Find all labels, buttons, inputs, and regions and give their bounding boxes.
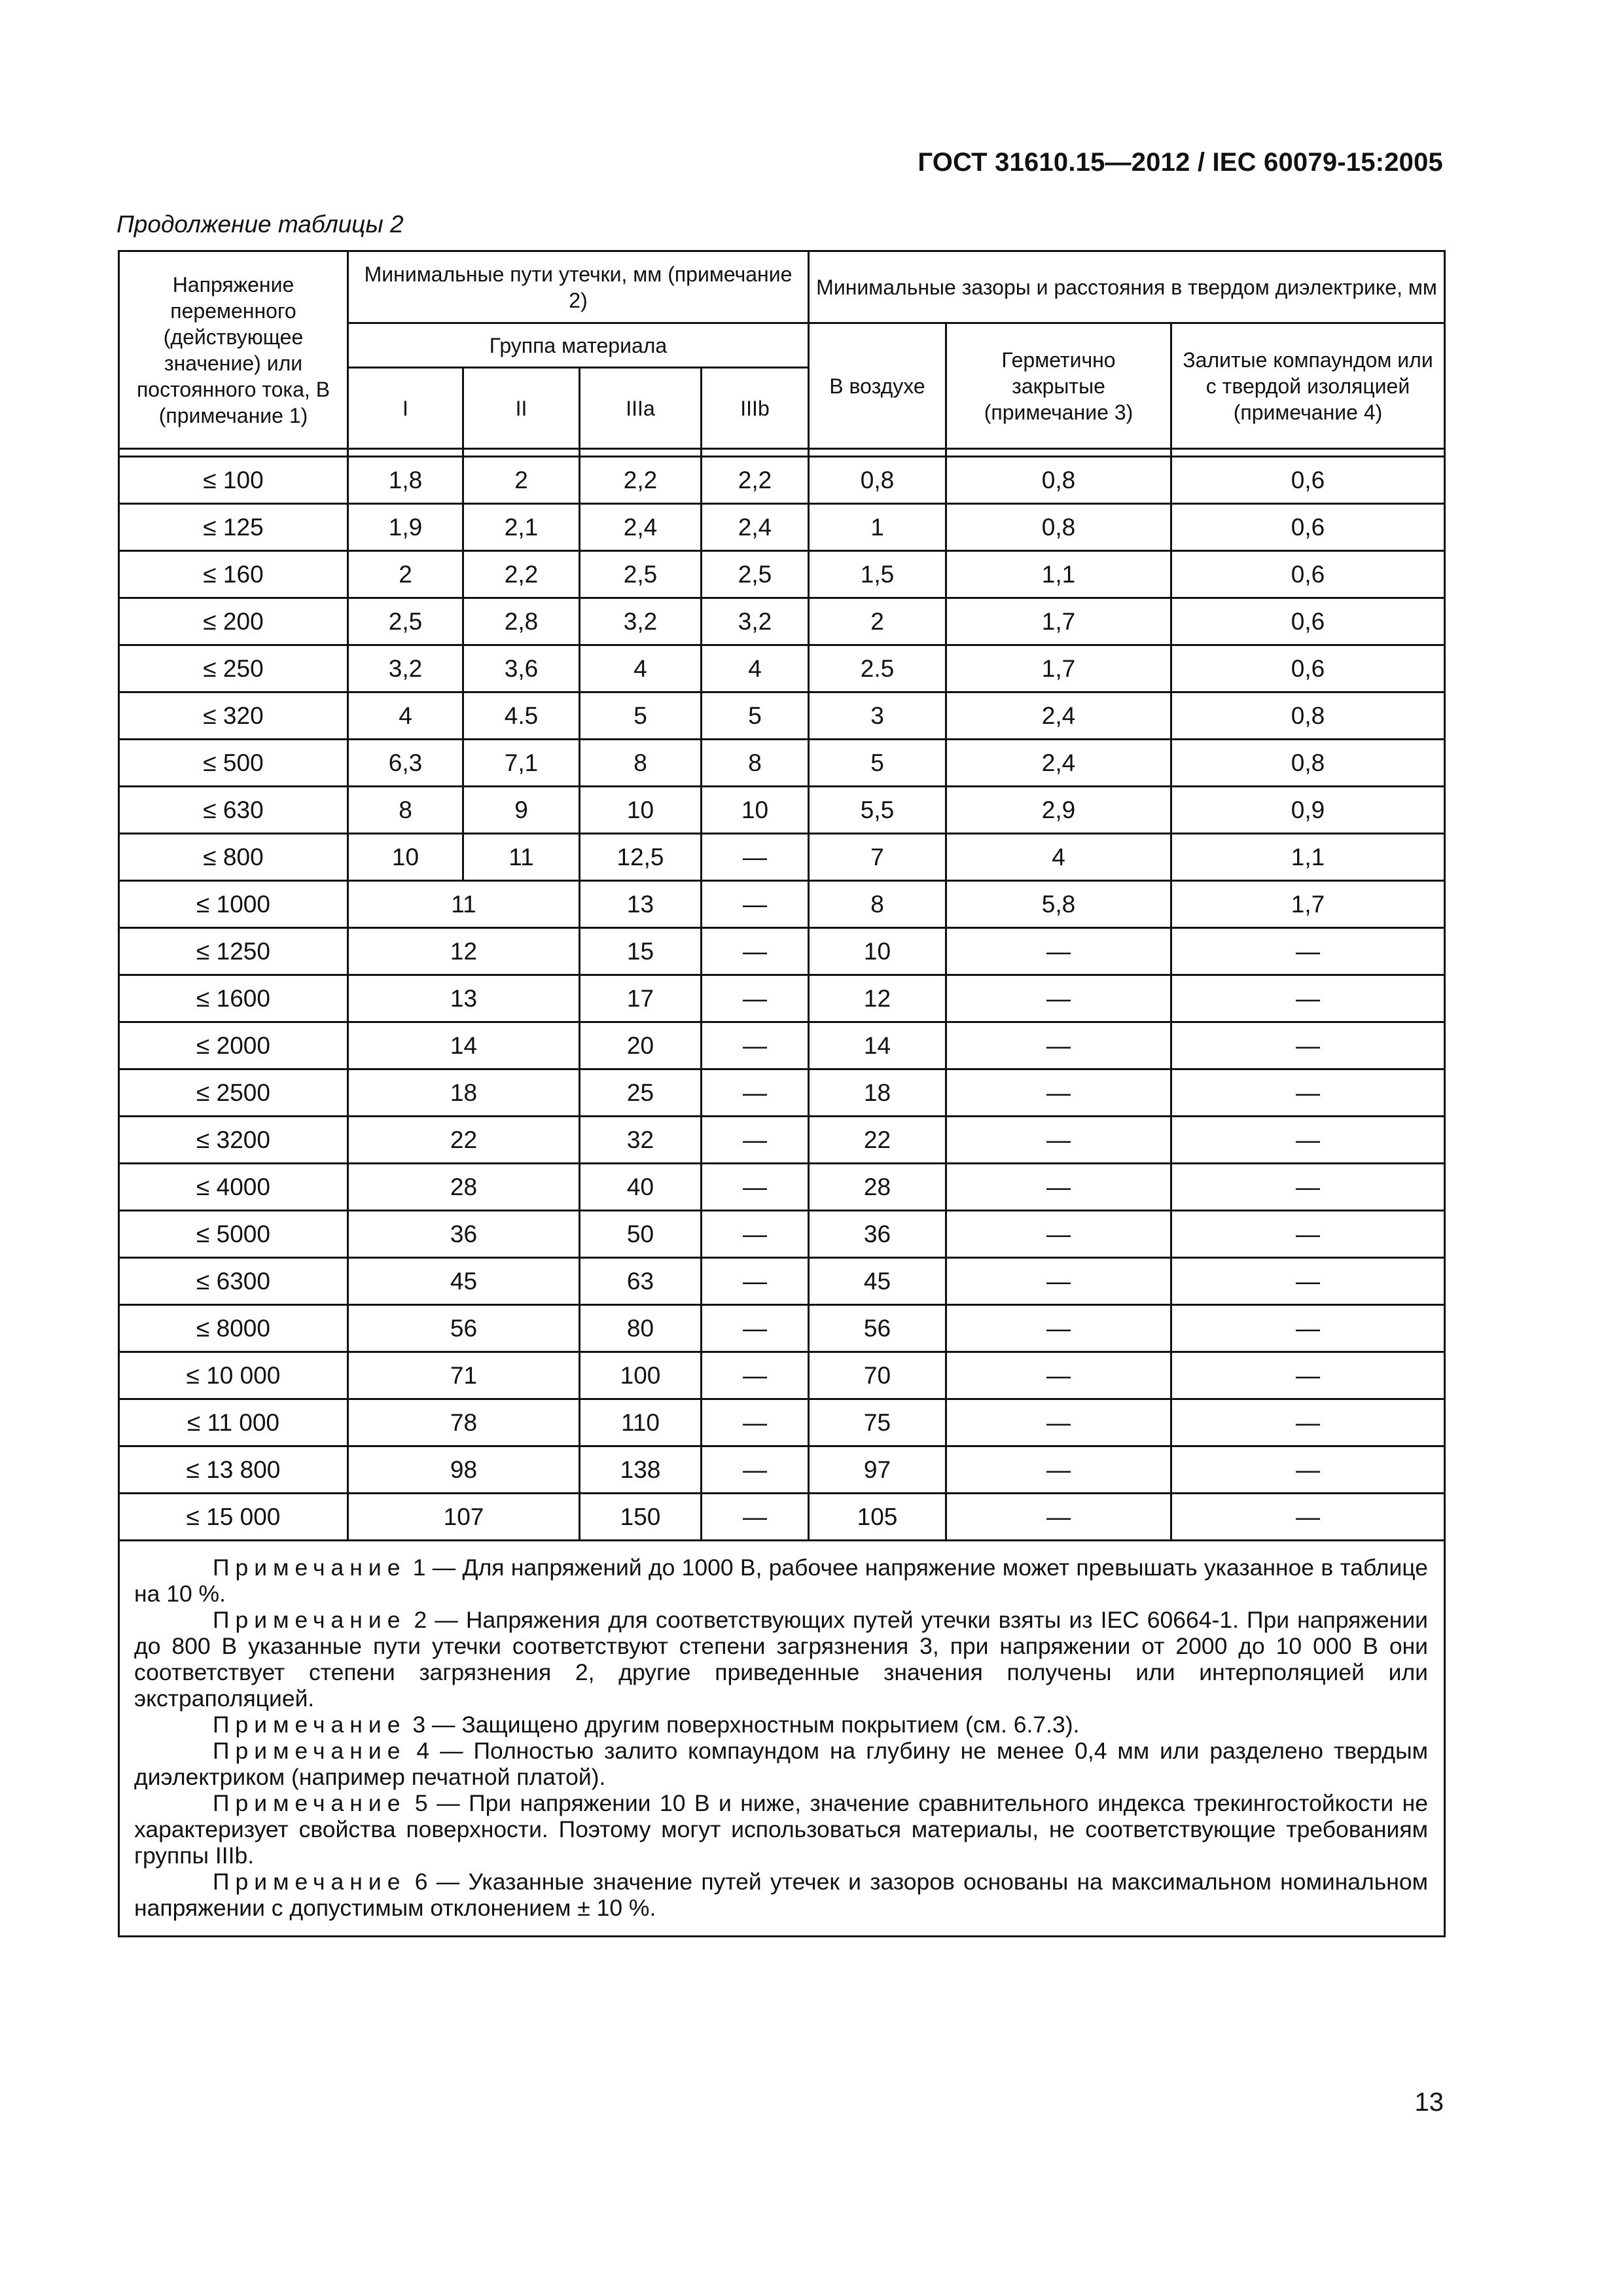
table-note — [134, 1712, 1428, 1738]
table-cell: — — [946, 928, 1171, 975]
table-cell: ≤ 1600 — [119, 975, 348, 1022]
table-cell: 2,4 — [946, 740, 1171, 787]
table-row — [119, 1258, 1445, 1305]
group-iiib-header: IIIb — [702, 368, 809, 449]
table-cell: — — [946, 1069, 1171, 1117]
table-note — [134, 1554, 1428, 1607]
table-cell: ≤ 5000 — [119, 1211, 348, 1258]
table-cell: — — [1171, 1494, 1445, 1541]
table-cell: ≤ 630 — [119, 787, 348, 834]
in-air-header: В воздухе — [809, 323, 946, 449]
table-cell: 36 — [348, 1211, 580, 1258]
document-header: ГОСТ 31610.15—2012 / IEC 60079-15:2005 — [918, 148, 1443, 177]
note-text: 1 — Для напряжений до 1000 В, рабочее напряжение может превышать указанное в таблице на 10 %. — [134, 1554, 1429, 1607]
table-cell: 0,6 — [1171, 645, 1445, 692]
table-cell: 2,2 — [463, 551, 580, 598]
table-cell: — — [1171, 1022, 1445, 1069]
table-cell: — — [702, 1022, 809, 1069]
table-cell: 100 — [580, 1352, 702, 1399]
table-cell: ≤ 8000 — [119, 1305, 348, 1352]
table-row — [119, 1022, 1445, 1069]
table-cell: 32 — [580, 1117, 702, 1164]
table-cell: 1,7 — [946, 645, 1171, 692]
table-cell: 7 — [809, 834, 946, 881]
table-row — [119, 504, 1445, 551]
table-cell: ≤ 250 — [119, 645, 348, 692]
header-separator — [119, 449, 1445, 457]
table-row — [119, 1117, 1445, 1164]
table-cell: 2,4 — [946, 692, 1171, 740]
table-cell: 28 — [809, 1164, 946, 1211]
table-cell: 1,9 — [348, 504, 463, 551]
note-text: 3 — Защищено другим поверхностным покрытием (см. 6.7.3). — [406, 1712, 1080, 1738]
table-notes — [119, 1541, 1445, 1937]
table-cell: — — [1171, 1211, 1445, 1258]
table-cell: 2,2 — [580, 457, 702, 504]
table-cell: 0,6 — [1171, 551, 1445, 598]
table-cell: 11 — [348, 881, 580, 928]
table-cell: — — [702, 1069, 809, 1117]
table-cell: 110 — [580, 1399, 702, 1446]
table-row — [119, 645, 1445, 692]
table-cell: ≤ 15 000 — [119, 1494, 348, 1541]
table-cell: 5 — [702, 692, 809, 740]
table-cell: 7,1 — [463, 740, 580, 787]
table-cell: 0,6 — [1171, 504, 1445, 551]
table-cell: 4 — [580, 645, 702, 692]
table-cell: — — [1171, 1305, 1445, 1352]
table-cell: ≤ 320 — [119, 692, 348, 740]
table-cell: 1,7 — [1171, 881, 1445, 928]
table-cell: 150 — [580, 1494, 702, 1541]
table-cell: 14 — [348, 1022, 580, 1069]
table-cell: — — [702, 1164, 809, 1211]
sealed-header: Герметично закрытые (примечание 3) — [946, 323, 1171, 449]
table-cell: — — [1171, 1069, 1445, 1117]
note-text: 6 — Указанные значение путей утечек и зазоров основаны на максимальном номинальном напряжении с допустимым отклонением ± 10 %. — [134, 1869, 1429, 1921]
table-row — [119, 1399, 1445, 1446]
note-text: 5 — При напряжении 10 В и ниже, значение сравнительного индекса трекингостойкости не характеризует свойства поверхности. Поэтому могут использоваться материалы, не соответствующие требованиям группы IIIb. — [134, 1790, 1429, 1869]
table-cell: 2,5 — [702, 551, 809, 598]
notes-row — [119, 1541, 1445, 1937]
table-cell: — — [1171, 928, 1445, 975]
table-cell: — — [702, 1305, 809, 1352]
table-cell: — — [1171, 1446, 1445, 1494]
table-cell: 9 — [463, 787, 580, 834]
table-cell: 12 — [809, 975, 946, 1022]
table-cell: — — [702, 1117, 809, 1164]
table-row — [119, 1069, 1445, 1117]
note-label: Примечание — [213, 1738, 406, 1764]
table-cell: 17 — [580, 975, 702, 1022]
table-cell: 5 — [580, 692, 702, 740]
table-row — [119, 1164, 1445, 1211]
table-cell: 13 — [348, 975, 580, 1022]
table-cell: 36 — [809, 1211, 946, 1258]
creepage-column-header: Минимальные пути утечки, мм (примечание 2) — [348, 251, 809, 323]
table-cell: 3,6 — [463, 645, 580, 692]
note-label: Примечание — [213, 1712, 406, 1738]
table-cell: ≤ 500 — [119, 740, 348, 787]
table-cell: 11 — [463, 834, 580, 881]
table-cell: — — [702, 928, 809, 975]
table-cell: 2,5 — [348, 598, 463, 645]
clearance-column-header: Минимальные зазоры и расстояния в твердом диэлектрике, мм — [809, 251, 1445, 323]
table-cell: 2 — [809, 598, 946, 645]
table-cell: 138 — [580, 1446, 702, 1494]
table-cell: — — [702, 834, 809, 881]
table-cell: — — [702, 975, 809, 1022]
table-cell: 5 — [809, 740, 946, 787]
table-cell: — — [1171, 1352, 1445, 1399]
table-row — [119, 457, 1445, 504]
table-cell: 80 — [580, 1305, 702, 1352]
table-cell: 0,8 — [1171, 740, 1445, 787]
table-cell: ≤ 13 800 — [119, 1446, 348, 1494]
table-note — [134, 1869, 1428, 1921]
table-cell: ≤ 2000 — [119, 1022, 348, 1069]
table-cell: 20 — [580, 1022, 702, 1069]
table-cell: 3,2 — [702, 598, 809, 645]
table-row — [119, 881, 1445, 928]
table-cell: — — [946, 1446, 1171, 1494]
table-cell: 12,5 — [580, 834, 702, 881]
table-cell: 2,4 — [702, 504, 809, 551]
table-cell: 0,8 — [1171, 692, 1445, 740]
note-label: Примечание — [213, 1554, 406, 1581]
note-label: Примечание — [213, 1869, 406, 1895]
table-cell: 78 — [348, 1399, 580, 1446]
table-cell: 0,9 — [1171, 787, 1445, 834]
note-text: 2 — Напряжения для соответствующих путей утечки взяты из IEC 60664-1. При напряжении до 800 В указанные пути утечки соответствуют степени загрязнения 3, при напряжении от 2000 до 10 000 В они соответствует степени загрязнения 2, другие приведенные значения получены или интерполяцией или экстраполяцией. — [134, 1607, 1429, 1712]
table-cell: — — [946, 1352, 1171, 1399]
table-cell: 2,1 — [463, 504, 580, 551]
table-cell: 12 — [348, 928, 580, 975]
table-cell: 3,2 — [580, 598, 702, 645]
table-cell: 56 — [809, 1305, 946, 1352]
table-cell: ≤ 11 000 — [119, 1399, 348, 1446]
table-cell: 71 — [348, 1352, 580, 1399]
table-cell: 18 — [809, 1069, 946, 1117]
table-cell: — — [702, 1494, 809, 1541]
table-row — [119, 551, 1445, 598]
table-cell: 75 — [809, 1399, 946, 1446]
table-cell: 1,7 — [946, 598, 1171, 645]
table-cell: 2.5 — [809, 645, 946, 692]
table-cell: — — [702, 1258, 809, 1305]
table-cell: ≤ 800 — [119, 834, 348, 881]
table-cell: 1,1 — [946, 551, 1171, 598]
table-cell: — — [702, 1399, 809, 1446]
table-cell: 3 — [809, 692, 946, 740]
table-cell: 45 — [348, 1258, 580, 1305]
table-cell: 28 — [348, 1164, 580, 1211]
table-cell: 2,2 — [702, 457, 809, 504]
table-caption: Продолжение таблицы 2 — [116, 211, 404, 238]
table-cell: 14 — [809, 1022, 946, 1069]
page-number: 13 — [1414, 2088, 1444, 2117]
table-cell: 45 — [809, 1258, 946, 1305]
table-cell: 97 — [809, 1446, 946, 1494]
table-cell: 0,6 — [1171, 598, 1445, 645]
table-row — [119, 975, 1445, 1022]
table-cell: 0,6 — [1171, 457, 1445, 504]
table-cell: 4 — [348, 692, 463, 740]
table-row — [119, 1352, 1445, 1399]
table-cell: 2 — [463, 457, 580, 504]
table-cell: 0,8 — [809, 457, 946, 504]
table-cell: 98 — [348, 1446, 580, 1494]
table-cell: — — [1171, 1258, 1445, 1305]
table-cell: — — [946, 1211, 1171, 1258]
table-cell: ≤ 100 — [119, 457, 348, 504]
table-cell: 2,5 — [580, 551, 702, 598]
table-cell: 56 — [348, 1305, 580, 1352]
table-cell: 50 — [580, 1211, 702, 1258]
table-cell: — — [1171, 1164, 1445, 1211]
voltage-column-header: Напряжение переменного (действующее значение) или постоянного тока, В (примечание 1) — [119, 251, 348, 449]
table-cell: 2,8 — [463, 598, 580, 645]
table-cell: — — [946, 1022, 1171, 1069]
table-cell: 25 — [580, 1069, 702, 1117]
table-cell: — — [946, 1494, 1171, 1541]
note-label: Примечание — [213, 1607, 406, 1633]
table-cell: — — [702, 1446, 809, 1494]
table-cell: 1,5 — [809, 551, 946, 598]
table-cell: 5,5 — [809, 787, 946, 834]
table-cell: 0,8 — [946, 504, 1171, 551]
table-cell: 8 — [580, 740, 702, 787]
table-cell: ≤ 10 000 — [119, 1352, 348, 1399]
potted-header: Залитые компаундом или с твердой изоляцией (примечание 4) — [1171, 323, 1445, 449]
table-cell: — — [702, 1211, 809, 1258]
table-cell: 105 — [809, 1494, 946, 1541]
table-cell: ≤ 160 — [119, 551, 348, 598]
table-row — [119, 928, 1445, 975]
table-cell: — — [946, 1258, 1171, 1305]
table-row — [119, 1446, 1445, 1494]
table-note — [134, 1607, 1428, 1712]
table-cell: 1,8 — [348, 457, 463, 504]
table-cell: — — [1171, 1117, 1445, 1164]
table-cell: 70 — [809, 1352, 946, 1399]
table-cell: 40 — [580, 1164, 702, 1211]
table-cell: — — [946, 1399, 1171, 1446]
note-text: 4 — Полностью залито компаундом на глубину не менее 0,4 мм или разделено твердым диэлектриком (например печатной платой). — [134, 1738, 1429, 1790]
table-row — [119, 1494, 1445, 1541]
table-cell: 107 — [348, 1494, 580, 1541]
table-cell: 10 — [580, 787, 702, 834]
table-cell: ≤ 4000 — [119, 1164, 348, 1211]
table-cell: — — [946, 1117, 1171, 1164]
table-cell: — — [946, 1305, 1171, 1352]
table-cell: 0,8 — [946, 457, 1171, 504]
table-row — [119, 598, 1445, 645]
material-group-header: Группа материала — [348, 323, 809, 368]
note-label: Примечание — [213, 1790, 406, 1816]
table-cell: 3,2 — [348, 645, 463, 692]
table-cell: — — [702, 881, 809, 928]
table-cell: ≤ 125 — [119, 504, 348, 551]
table-cell: 13 — [580, 881, 702, 928]
table-row — [119, 787, 1445, 834]
table-cell: 4 — [702, 645, 809, 692]
table-cell: — — [1171, 975, 1445, 1022]
table-cell: 5,8 — [946, 881, 1171, 928]
table-cell: ≤ 3200 — [119, 1117, 348, 1164]
table-cell: 4 — [946, 834, 1171, 881]
table-row — [119, 740, 1445, 787]
table-cell: 2 — [348, 551, 463, 598]
table-note — [134, 1738, 1428, 1790]
table-row — [119, 834, 1445, 881]
table-cell: 8 — [809, 881, 946, 928]
table-cell: — — [946, 975, 1171, 1022]
table-note — [134, 1790, 1428, 1869]
table-cell: 10 — [348, 834, 463, 881]
group-ii-header: II — [463, 368, 580, 449]
table-row — [119, 1211, 1445, 1258]
table-cell: 10 — [809, 928, 946, 975]
table-cell: 63 — [580, 1258, 702, 1305]
table-cell: 8 — [348, 787, 463, 834]
clearance-table — [118, 250, 1446, 1937]
table-cell: ≤ 2500 — [119, 1069, 348, 1117]
table-cell: 8 — [702, 740, 809, 787]
table-cell: 2,9 — [946, 787, 1171, 834]
table-row — [119, 1305, 1445, 1352]
table-cell: ≤ 1250 — [119, 928, 348, 975]
table-cell: ≤ 1000 — [119, 881, 348, 928]
table-cell: 1,1 — [1171, 834, 1445, 881]
table-row — [119, 692, 1445, 740]
table-cell: 4.5 — [463, 692, 580, 740]
table-cell: 10 — [702, 787, 809, 834]
table-cell: 1 — [809, 504, 946, 551]
table-cell: 2,4 — [580, 504, 702, 551]
group-iiia-header: IIIa — [580, 368, 702, 449]
table-cell: 22 — [348, 1117, 580, 1164]
table-cell: 18 — [348, 1069, 580, 1117]
table-cell: 22 — [809, 1117, 946, 1164]
table-cell: — — [702, 1352, 809, 1399]
table-cell: — — [1171, 1399, 1445, 1446]
table-cell: 15 — [580, 928, 702, 975]
table-cell: — — [946, 1164, 1171, 1211]
table-cell: ≤ 200 — [119, 598, 348, 645]
table-cell: ≤ 6300 — [119, 1258, 348, 1305]
table-cell: 6,3 — [348, 740, 463, 787]
group-i-header: I — [348, 368, 463, 449]
